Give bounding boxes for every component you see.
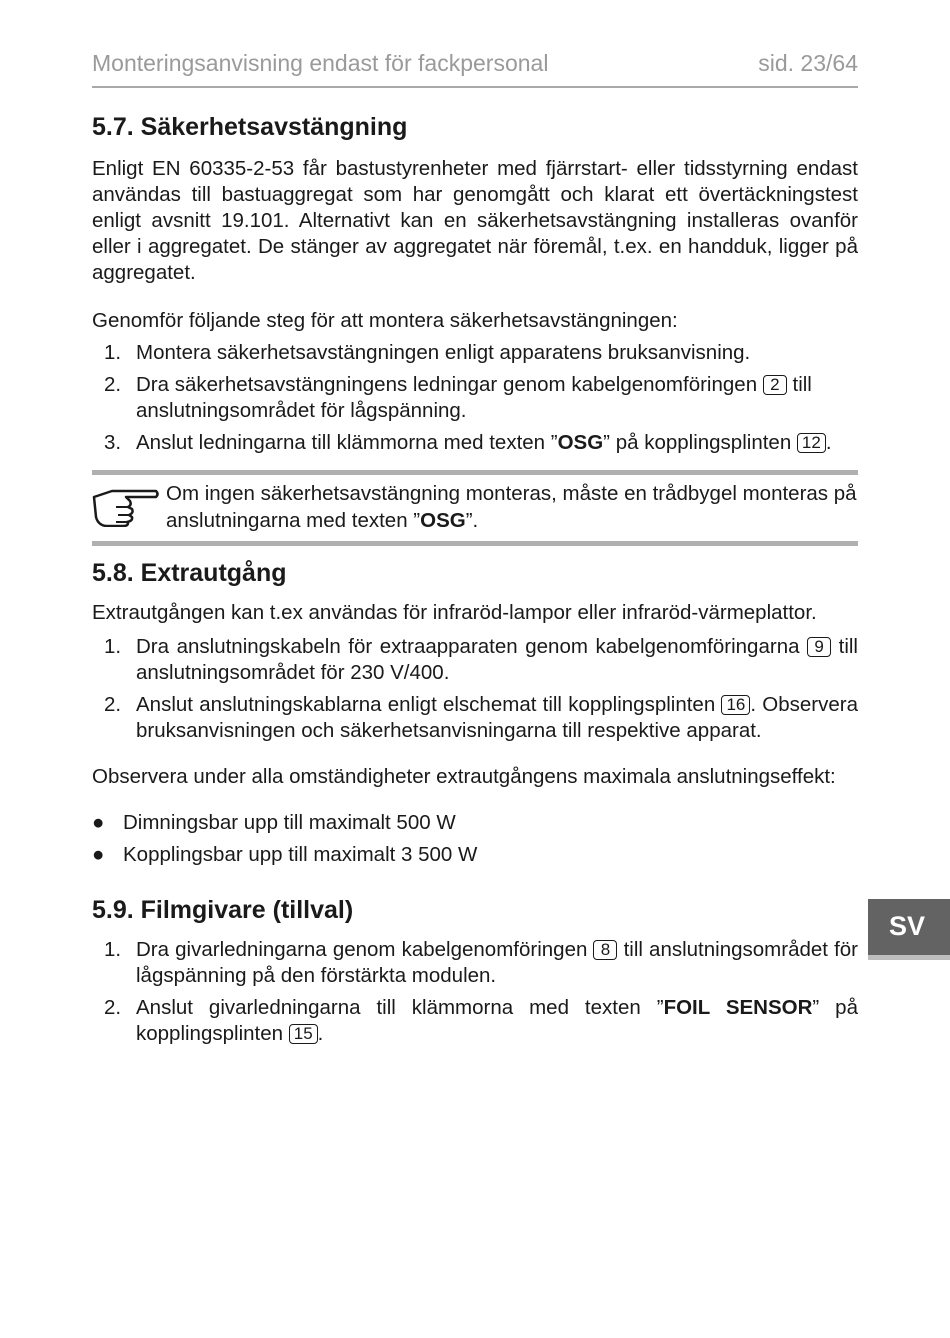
section-heading-5-9: 5.9. Filmgivare (tillval): [92, 896, 354, 924]
section-5-7-steps: [92, 340, 858, 462]
header-title: Monteringsanvisning endast för fackpersonal: [92, 50, 549, 76]
bullet-text: Dimningsbar upp till maximalt 500 W: [123, 811, 456, 834]
component-reference-box: 16: [721, 695, 750, 715]
page-number: sid. 23/64: [758, 50, 858, 76]
section-heading-5-7: 5.7. Säkerhetsavstängning: [92, 113, 408, 141]
step-text: till anslutningsområdet för lågspänning.: [136, 373, 812, 422]
section-5-9-steps: [92, 937, 858, 1053]
list-item: [92, 937, 858, 989]
list-item: [92, 692, 858, 744]
step-text: ” på kopplingsplinten: [136, 996, 858, 1045]
pointing-hand-icon: [92, 483, 160, 527]
language-tab-label: SV: [889, 911, 926, 941]
component-reference-box: 2: [763, 375, 787, 395]
note-text: [166, 475, 858, 541]
list-item: [92, 430, 858, 456]
list-item: [92, 810, 858, 836]
section-5-8-note: Observera under alla omständigheter extrautgångens maximala anslutningseffekt:: [92, 765, 836, 788]
terminal-label: FOIL SENSOR: [663, 996, 813, 1019]
step-text: Anslut ledningarna till klämmorna med texten ”: [136, 431, 558, 454]
section-heading-5-8: 5.8. Extrautgång: [92, 559, 287, 587]
bullet-icon: ●: [92, 843, 105, 866]
section-5-8-paragraph: Extrautgången kan t.ex användas för infraröd-lampor eller infraröd-värmeplattor.: [92, 601, 817, 624]
step-number: 2.: [104, 373, 122, 396]
step-text: .: [317, 1022, 324, 1045]
step-text: till anslutningsområdet för lågspänning på den förstärkta modulen.: [136, 938, 858, 987]
bullet-text: Kopplingsbar upp till maximalt 3 500 W: [123, 843, 478, 866]
terminal-label: OSG: [420, 509, 466, 532]
bullet-icon: ●: [92, 811, 105, 834]
section-5-8-steps: [92, 634, 858, 750]
step-number: 2.: [104, 996, 122, 1019]
note-text-part: Om ingen säkerhetsavstängning monteras, måste en trådbygel monteras på anslutningarna med texten ”: [166, 482, 857, 532]
list-item: [92, 372, 858, 424]
language-tab: [868, 899, 950, 955]
component-reference-box: 9: [807, 637, 831, 657]
step-text: ” på kopplingsplinten: [603, 431, 797, 454]
section-5-7-paragraph: Enligt EN 60335-2-53 får bastustyrenheter med fjärrstart- eller tidsstyrning endast användas till bastuaggregat som har genomgått och klarat ett övertäckningstest enligt avsnitt 19.101. Alternativt kan en säkerhetsavstängning installeras ovanför eller i aggregatet. De stänger av aggregatet när föremål, t.ex. en handduk, ligger på aggregatet.: [92, 157, 858, 284]
note-box: [92, 470, 858, 546]
step-number: 2.: [104, 693, 122, 716]
step-number: 1.: [104, 635, 122, 658]
step-text: .: [825, 431, 832, 454]
terminal-label: OSG: [557, 431, 604, 454]
step-text: . Observera bruksanvisningen och säkerhetsanvisningarna till respektive apparat.: [136, 693, 858, 742]
section-5-8-bullets: [92, 810, 858, 874]
step-text: Anslut givarledningarna till klämmorna med texten ”: [136, 996, 664, 1019]
section-5-7-intro: Genomför följande steg för att montera säkerhetsavstängningen:: [92, 309, 678, 332]
step-text: Anslut anslutningskablarna enligt elschemat till kopplingsplinten: [136, 693, 722, 716]
list-item: [92, 634, 858, 686]
step-text: till anslutningsområdet för 230 V/400.: [136, 635, 858, 684]
step-text: Dra säkerhetsavstängningens ledningar genom kabelgenomföringen: [136, 373, 763, 396]
note-text-part: ”.: [465, 509, 479, 532]
step-text: Dra anslutningskabeln för extraapparaten genom kabelgenomföringarna: [136, 635, 808, 658]
component-reference-box: 12: [797, 433, 826, 453]
step-number: 1.: [104, 341, 122, 364]
step-number: 3.: [104, 431, 122, 454]
list-item: [92, 340, 858, 366]
list-item: [92, 995, 858, 1047]
step-text: Dra givarledningarna genom kabelgenomföringen: [136, 938, 594, 961]
page-header: [92, 46, 858, 88]
step-number: 1.: [104, 938, 122, 961]
component-reference-box: 8: [593, 940, 617, 960]
list-item: [92, 842, 858, 868]
component-reference-box: 15: [289, 1024, 318, 1044]
step-text: Montera säkerhetsavstängningen enligt apparatens bruksanvisning.: [136, 341, 751, 364]
